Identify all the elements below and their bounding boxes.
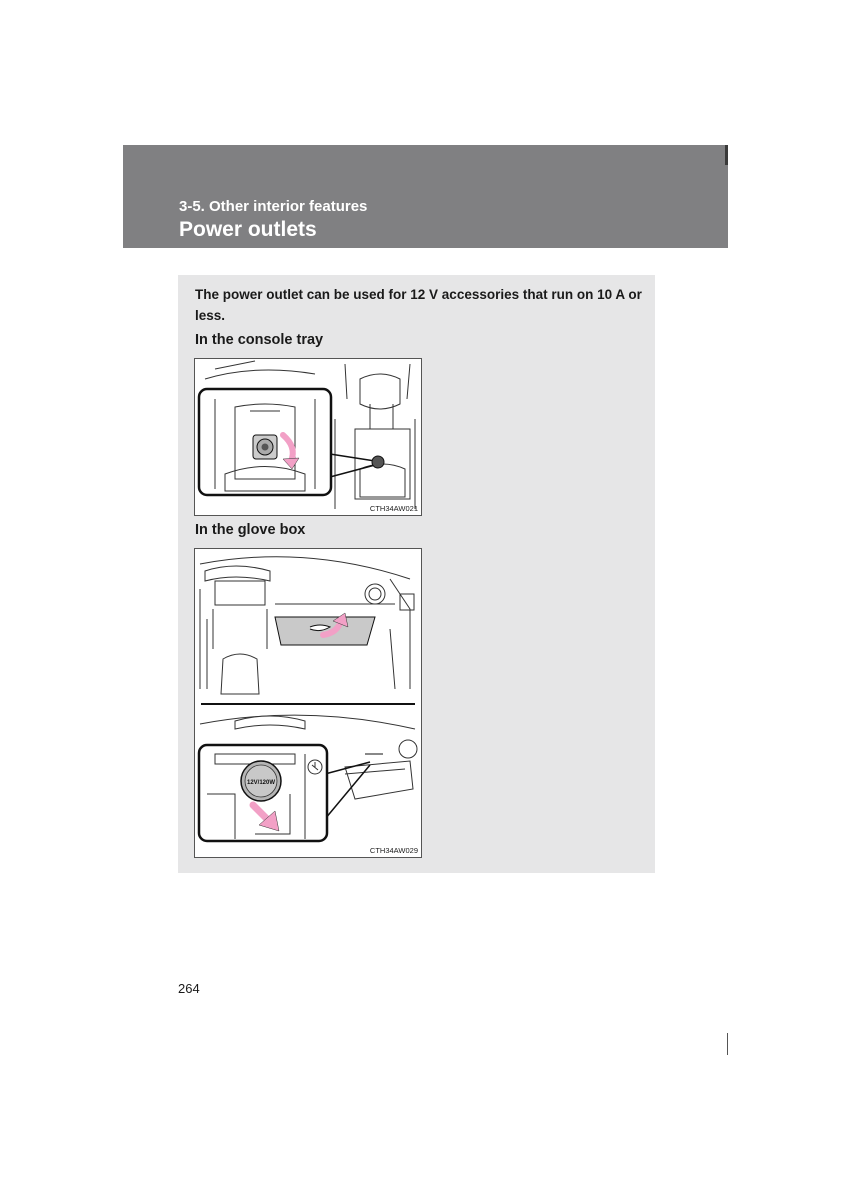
glove-box-figure bbox=[194, 548, 422, 858]
console-tray-illustration bbox=[195, 359, 421, 515]
section-label: 3-5. Other interior features bbox=[179, 198, 368, 215]
glove-box-illustration bbox=[195, 549, 421, 857]
page-number: 264 bbox=[178, 981, 200, 996]
outlet-location-icon bbox=[372, 456, 384, 468]
console-tray-heading: In the console tray bbox=[195, 332, 324, 348]
glove-box-figure-code: CTH34AW029 bbox=[369, 846, 418, 855]
glove-box-lid bbox=[275, 617, 375, 645]
outlet-rating-label: 12V/120W bbox=[246, 780, 276, 786]
page-title: Power outlets bbox=[179, 218, 317, 241]
console-figure-code: CTH34AW021 bbox=[369, 504, 418, 513]
intro-text: The power outlet can be used for 12 V accessories that run on 10 A or less. bbox=[195, 287, 642, 323]
glove-box-heading: In the glove box bbox=[195, 522, 306, 538]
console-tray-figure bbox=[194, 358, 422, 516]
header-tick-mark bbox=[725, 145, 728, 165]
margin-tick-mark bbox=[727, 1033, 728, 1055]
